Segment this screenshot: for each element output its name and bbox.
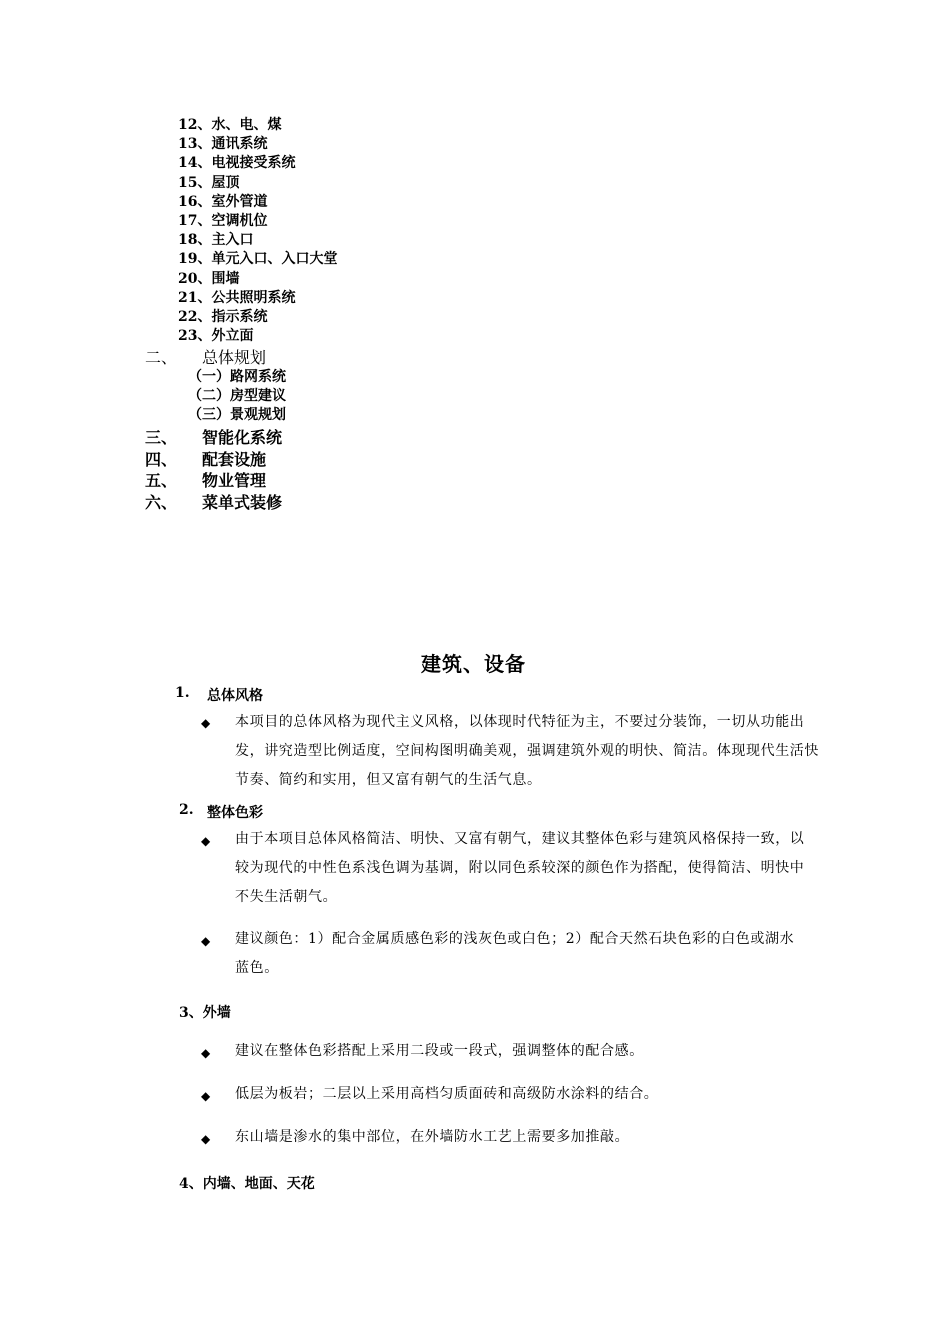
- toc-item: 20、围墙: [178, 271, 240, 287]
- toc-section-title: 总体规划: [202, 348, 267, 367]
- toc-item: 17、空调机位: [178, 213, 268, 229]
- paragraph: 本项目的总体风格为现代主义风格，以体现时代特征为主，不要过分装饰，一切从功能出发，讲究造型比例适度，空间构图明确美观，强调建筑外观的明快、简洁。体现现代生活快节奏、简约和实用，但又富有朝气的生活气息。: [235, 714, 819, 788]
- toc-item: 18、主入口: [178, 232, 254, 248]
- toc-section-number: 六、: [145, 493, 178, 512]
- section-heading: 3、外墙: [179, 1005, 231, 1021]
- paragraph: 由于本项目总体风格简洁、明快、又富有朝气，建议其整体色彩与建筑风格保持一致，以较为现代的中性色系浅色调为基调，附以同色系较深的颜色作为搭配，使得简洁、明快中不失生活朝气。: [235, 831, 805, 905]
- toc-item: 19、单元入口、入口大堂: [178, 251, 338, 267]
- toc-subsection: （三）景观规划: [188, 407, 286, 423]
- toc-subsection: （一）路网系统: [188, 369, 286, 385]
- section-number: 1.: [175, 685, 190, 701]
- toc-section-number: 三、: [145, 428, 178, 447]
- bullet-diamond-icon: ◆: [201, 1089, 211, 1103]
- bullet-diamond-icon: ◆: [201, 716, 211, 730]
- toc-section-title: 智能化系统: [202, 428, 283, 447]
- bullet-diamond-icon: ◆: [201, 1046, 211, 1060]
- page-title: 建筑、设备: [421, 652, 526, 676]
- toc-item: 12、水、电、煤: [178, 117, 282, 133]
- paragraph: 建议颜色：1）配合金属质感色彩的浅灰色或白色；2）配合天然石块色彩的白色或湖水蓝色。: [235, 931, 795, 976]
- toc-subsection: （二）房型建议: [188, 388, 286, 404]
- toc-item: 23、外立面: [178, 328, 254, 344]
- toc-section-title: 配套设施: [202, 450, 267, 469]
- section-number: 2.: [179, 802, 194, 818]
- bullet-diamond-icon: ◆: [201, 834, 211, 848]
- paragraph: 东山墙是渗水的集中部位，在外墙防水工艺上需要多加推敲。: [235, 1129, 630, 1145]
- toc-item: 14、电视接受系统: [178, 155, 296, 171]
- toc-item: 22、指示系统: [178, 309, 268, 325]
- toc-section-number: 二、: [145, 348, 178, 367]
- toc-item: 15、屋顶: [178, 175, 240, 191]
- toc-section-title: 菜单式装修: [202, 493, 283, 512]
- toc-item: 13、通讯系统: [178, 136, 268, 152]
- toc-item: 16、室外管道: [178, 194, 268, 210]
- toc-item: 21、公共照明系统: [178, 290, 296, 306]
- section-heading: 总体风格: [207, 688, 263, 704]
- paragraph: 建议在整体色彩搭配上采用二段或一段式，强调整体的配合感。: [235, 1043, 644, 1059]
- section-heading: 整体色彩: [207, 805, 263, 821]
- toc-section-number: 五、: [145, 471, 178, 490]
- toc-section-title: 物业管理: [202, 471, 267, 490]
- bullet-diamond-icon: ◆: [201, 934, 211, 948]
- toc-section-number: 四、: [145, 450, 178, 469]
- section-heading: 4、内墙、地面、天花: [179, 1176, 315, 1192]
- paragraph: 低层为板岩；二层以上采用高档匀质面砖和高级防水涂料的结合。: [235, 1086, 659, 1102]
- bullet-diamond-icon: ◆: [201, 1132, 211, 1146]
